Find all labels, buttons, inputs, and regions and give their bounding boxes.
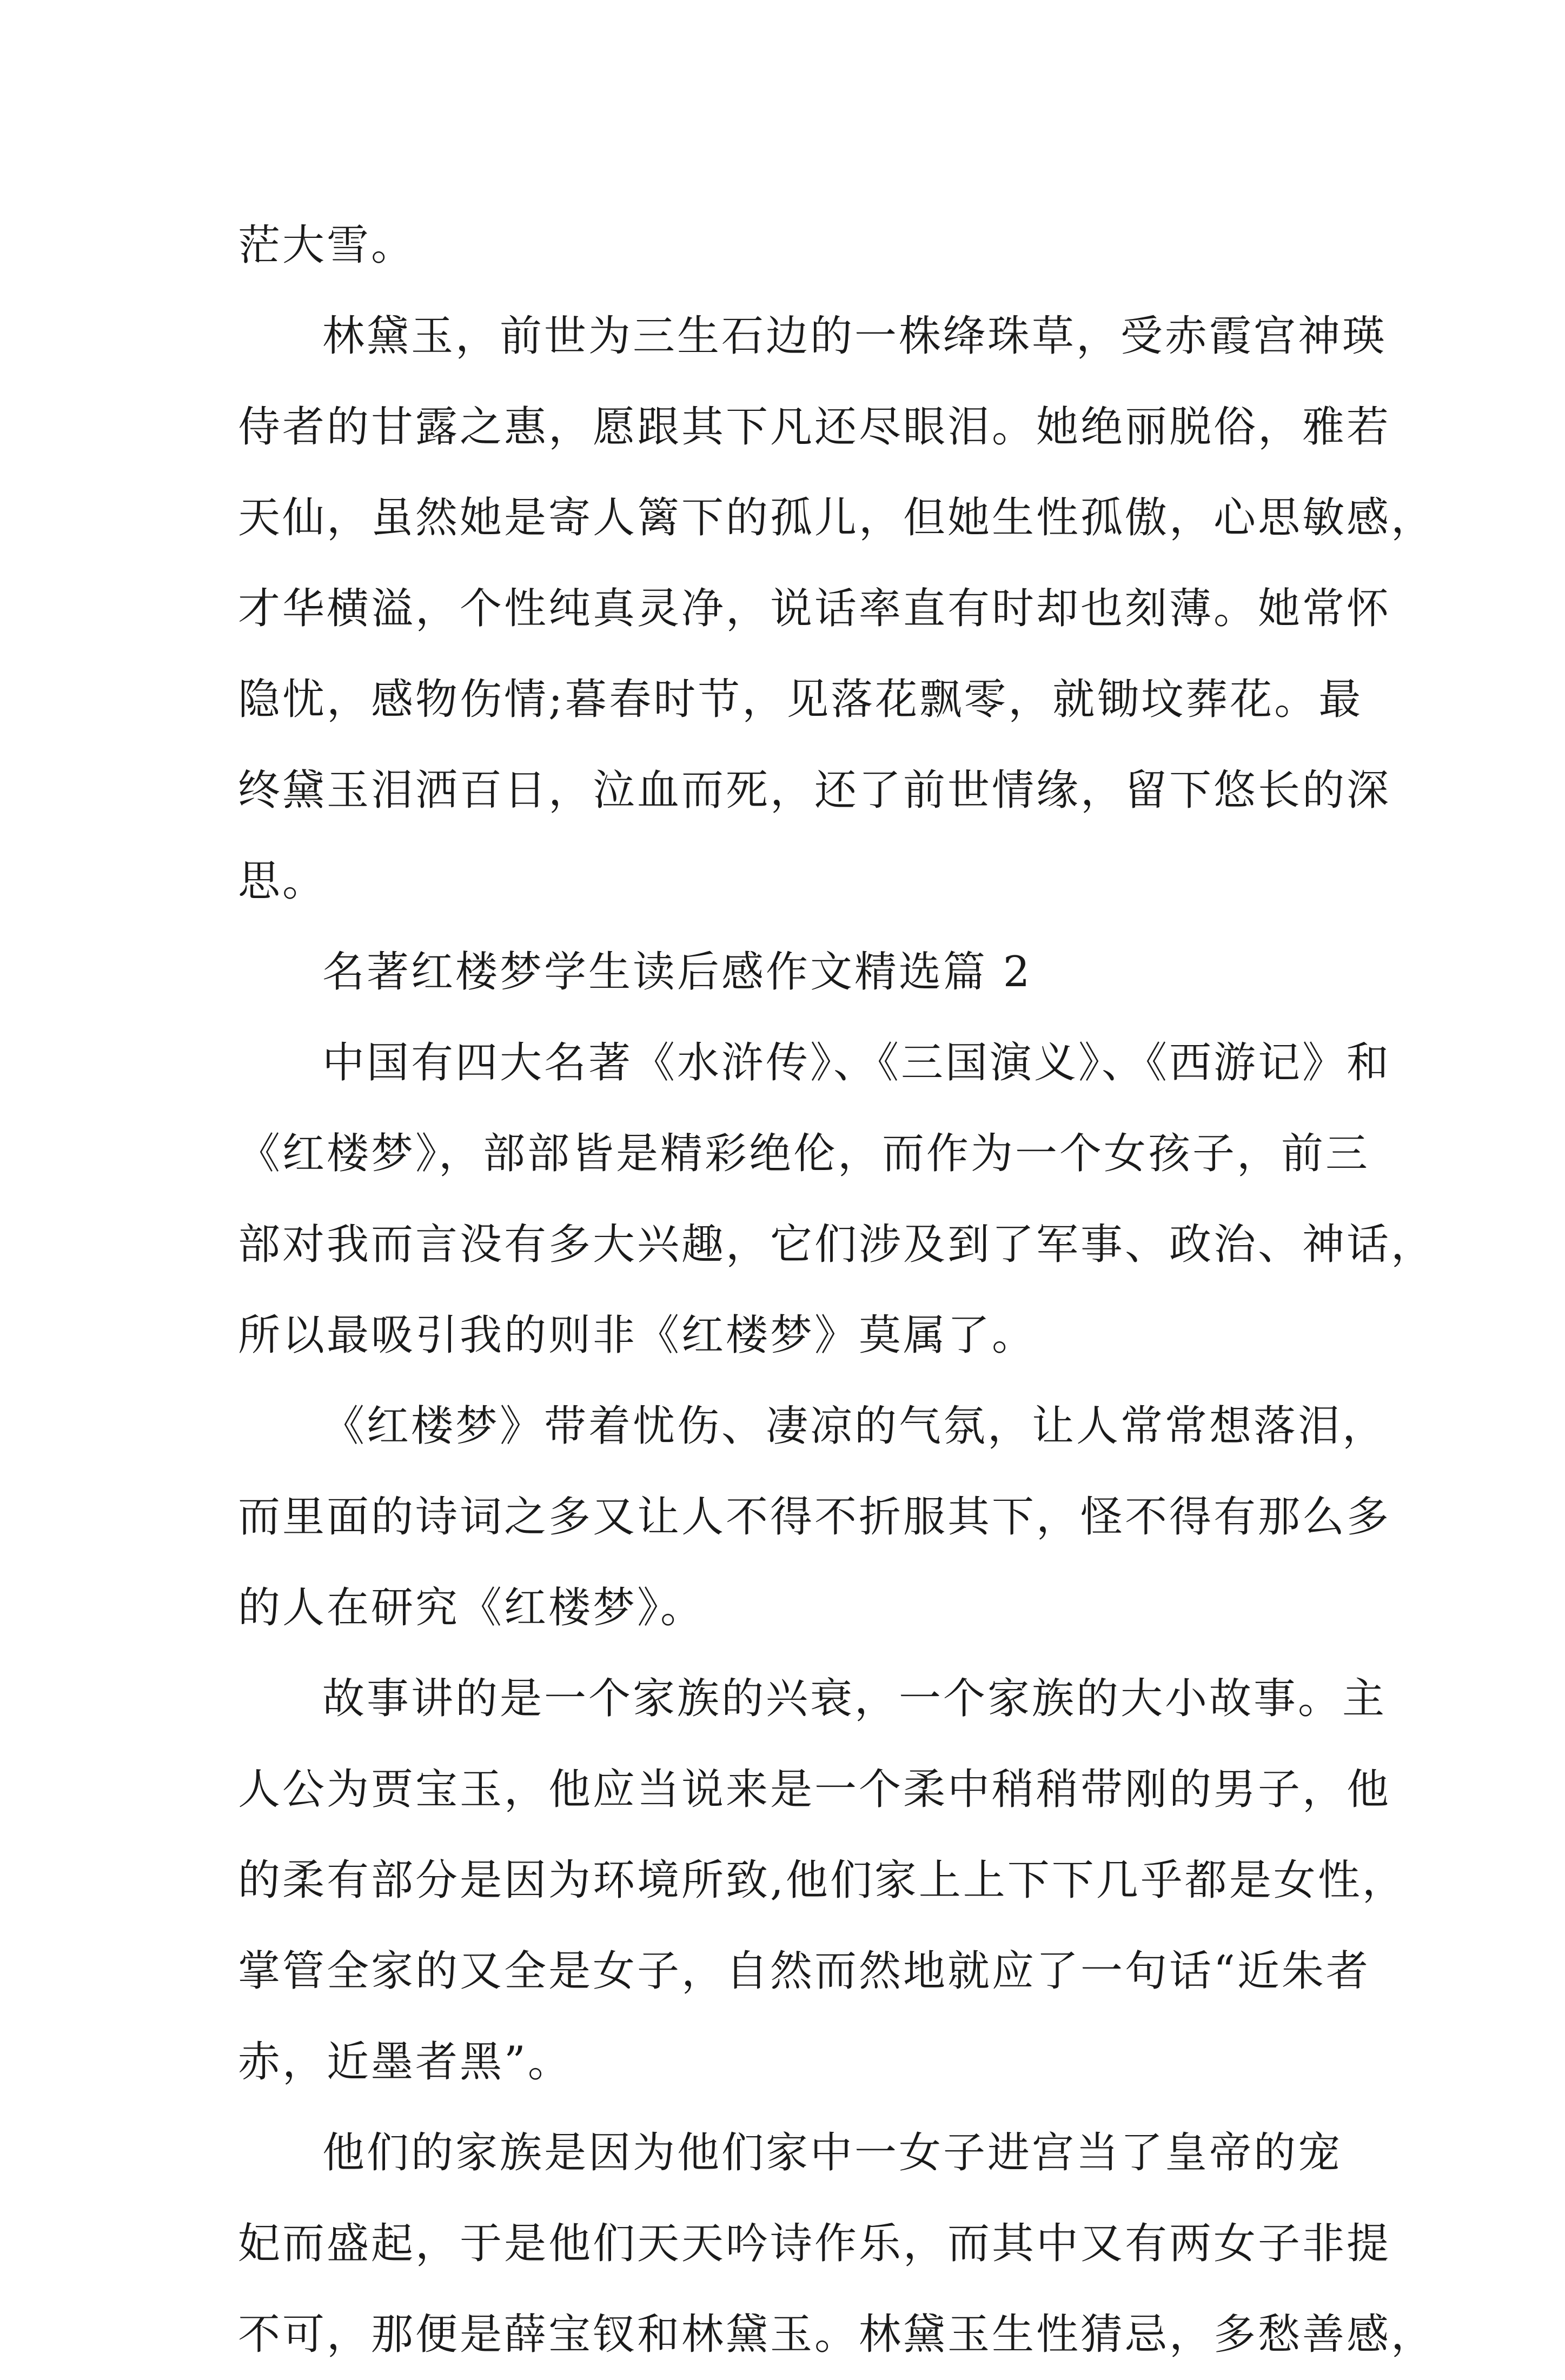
text-line: 人公为贾宝玉，他应当说来是一个柔中稍稍带刚的男子，他	[238, 1765, 1391, 1814]
text-line: 天仙，虽然她是寄人篱下的孤儿，但她生性孤傲，心思敏感，	[238, 494, 1436, 542]
text-line: 不可，那便是薛宝钗和林黛玉。林黛玉生性猜忌，多愁善感，	[238, 2310, 1436, 2359]
text-line: 隐忧，感物伤情;暮春时节，见落花飘零，就锄坟葬花。最	[238, 675, 1363, 724]
text-line: 的人在研究《红楼梦》。	[238, 1584, 705, 1632]
body-text	[238, 200, 1436, 2380]
text-line: 茫大雪。	[238, 221, 416, 270]
section-heading: 名著红楼梦学生读后感作文精选篇 2	[322, 948, 1032, 996]
text-line: 部对我而言没有多大兴趣，它们涉及到了军事、政治、神话，	[238, 1220, 1436, 1269]
text-line: 赤，近墨者黑”。	[238, 2038, 572, 2086]
text-line: 才华横溢，个性纯真灵净，说话率直有时却也刻薄。她常怀	[238, 584, 1391, 633]
text-line: 《红楼梦》带着忧伤、凄凉的气氛，让人常常想落泪，	[322, 1402, 1387, 1451]
text-line: 的柔有部分是因为环境所致,他们家上上下下几乎都是女性，	[238, 1856, 1407, 1905]
text-line: 故事讲的是一个家族的兴衰，一个家族的大小故事。主	[322, 1674, 1387, 1723]
text-line: 掌管全家的又全是女子，自然而然地就应了一句话“近朱者	[238, 1947, 1370, 1996]
text-line: 林黛玉，前世为三生石边的一株绛珠草，受赤霞宫神瑛	[322, 312, 1387, 361]
text-line: 而里面的诗词之多又让人不得不折服其下，怪不得有那么多	[238, 1493, 1391, 1541]
text-line: 他们的家族是因为他们家中一女子进宫当了皇帝的宠	[322, 2129, 1343, 2177]
text-line: 终黛玉泪洒百日，泣血而死，还了前世情缘，留下悠长的深	[238, 766, 1391, 815]
text-line: 所以最吸引我的则非《红楼梦》莫属了。	[238, 1311, 1037, 1360]
text-line: 《红楼梦》，部部皆是精彩绝伦，而作为一个女孩子，前三	[238, 1129, 1370, 1178]
text-line: 中国有四大名著《水浒传》、《三国演义》、《西游记》和	[322, 1039, 1391, 1087]
text-line: 妃而盛起，于是他们天天吟诗作乐，而其中又有两女子非提	[238, 2219, 1391, 2268]
text-line: 思。	[238, 857, 327, 906]
text-line: 侍者的甘露之惠，愿跟其下凡还尽眼泪。她绝丽脱俗，雅若	[238, 403, 1391, 451]
